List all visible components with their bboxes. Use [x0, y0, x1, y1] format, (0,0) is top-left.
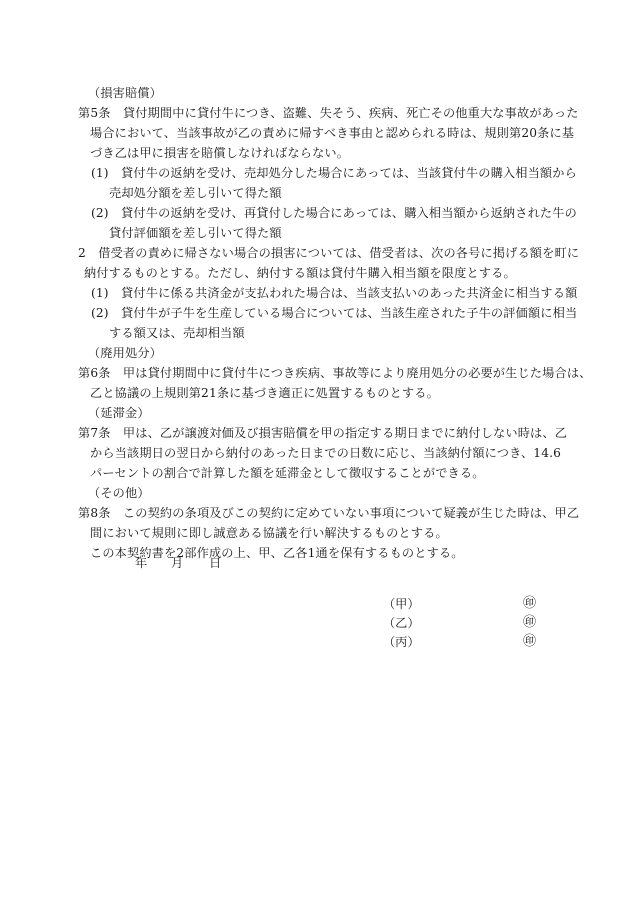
text-line: 売却処分額を差し引いて得た額	[109, 186, 282, 200]
text-line: (1) 貸付牛に係る共済金が支払われた場合は、当該支払いのあった共済金に相当する額	[91, 286, 578, 300]
text-line: (2) 貸付牛が子牛を生産している場合については、当該生産された子牛の評価額に相当	[91, 306, 578, 320]
text-line: 第5条 貸付期間中に貸付牛につき、盗難、失そう、疾病、死亡その他重大な事故があった	[78, 106, 579, 120]
text-line: （損害賠償）	[88, 86, 163, 100]
party-hei-label: （丙）	[383, 635, 420, 649]
date-month-label: 月	[171, 556, 184, 570]
text-line: （延滞金）	[88, 406, 150, 420]
text-line: から当該期日の翌日から納付のあった日までの日数に応じ、当該納付額につき、14.6	[90, 446, 562, 460]
text-line: づき乙は甲に損害を賠償しなければならない。	[90, 146, 350, 160]
text-line: 乙と協議の上規則第21条に基づき適正に処置するものとする。	[90, 386, 439, 400]
text-line: する額又は、売却相当額	[109, 326, 245, 340]
party-otsu-label: （乙）	[383, 616, 420, 630]
seal-icon: ㊞	[523, 615, 537, 630]
text-line: 2 借受者の責めに帰さない場合の損害については、借受者は、次の各号に掲げる額を町に	[78, 246, 580, 260]
text-line: この本契約書を2部作成の上、甲、乙各1通を保有するものとする。	[90, 546, 464, 560]
party-ko-label: （甲）	[383, 597, 420, 611]
text-line: 間において規則に即し誠意ある協議を行い解決するものとする。	[90, 526, 448, 540]
text-line: 第7条 甲は、乙が譲渡対価及び損害賠償を甲の指定する期日までに納付しない時は、乙	[78, 426, 568, 440]
text-line: （その他）	[88, 486, 150, 500]
text-line: 貸付評価額を差し引いて得た額	[109, 226, 282, 240]
text-line: (2) 貸付牛の返納を受け、再貸付した場合にあっては、購入相当額から返納された牛の	[91, 206, 577, 220]
text-line: 第8条 この契約の条項及びこの契約に定めていない事項について疑義が生じた時は、甲乙	[78, 506, 580, 520]
date-day-label: 日	[209, 556, 222, 570]
text-line: （廃用処分）	[88, 346, 163, 360]
seal-icon: ㊞	[523, 634, 537, 649]
text-line: 場合において、当該事故が乙の責めに帰すべき事由と認められる時は、規則第20条に基	[90, 126, 575, 140]
seal-icon: ㊞	[523, 596, 537, 611]
text-line: パーセントの割合で計算した額を延滞金として徴収することができる。	[90, 466, 485, 480]
text-line: 第6条 甲は貸付期間中に貸付牛につき疾病、事故等により廃用処分の必要が生じた場合は、	[78, 366, 592, 380]
date-year-label: 年	[135, 556, 148, 570]
text-line: (1) 貸付牛の返納を受け、売却処分した場合にあっては、当該貸付牛の購入相当額から	[91, 166, 577, 180]
text-line: 納付するものとする。ただし、納付する額は貸付牛購入相当額を限度とする。	[84, 266, 516, 280]
